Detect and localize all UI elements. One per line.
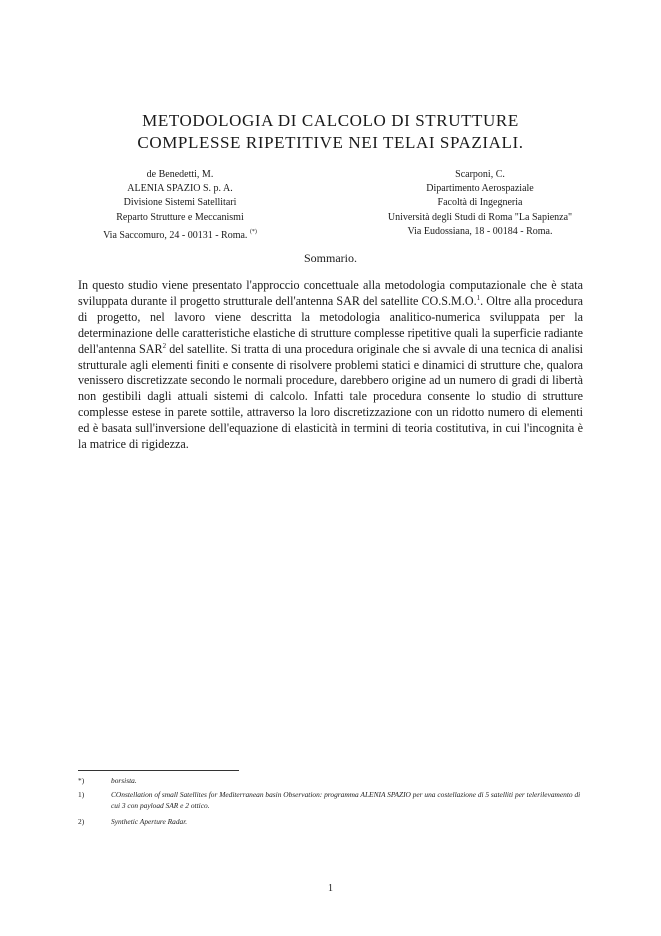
footnote-divider bbox=[78, 770, 239, 771]
footnote-text: Synthetic Aperture Radar. bbox=[111, 817, 188, 826]
footnote-mark: 1) bbox=[78, 790, 85, 799]
author-organization: ALENIA SPAZIO S. p. A. bbox=[127, 183, 233, 195]
paper-title-line-2: COMPLESSE RIPETITIVE NEI TELAI SPAZIALI. bbox=[137, 133, 524, 152]
abstract-paragraph bbox=[78, 278, 583, 453]
author-address-line bbox=[80, 225, 280, 243]
author-address: Via Saccomuro, 24 - 00131 - Roma. bbox=[103, 229, 248, 241]
author-address: Via Eudossiana, 18 - 00184 - Roma. bbox=[407, 225, 553, 237]
author-department: Reparto Strutture e Meccanismi bbox=[116, 211, 244, 223]
author-block-right bbox=[366, 168, 594, 239]
footnote-reference-1: 1 bbox=[476, 293, 481, 302]
abstract-text-part-1: In questo studio viene presentato l'approccio concettuale alla metodologia computazionale che è stata sviluppata durante il progetto strutturale dell'antenna SAR del satellite CO.S.M.O. bbox=[78, 278, 583, 308]
author-faculty: Facoltà di Ingegneria bbox=[437, 197, 523, 209]
abstract-text-part-2: . Oltre alla procedura di progetto, nel lavoro viene descritta la metodologia analitico-numerica sviluppata per la determinazione delle caratteristiche elastiche di strutture complesse ripetitive quali la superficie radiante dell'antenna SAR bbox=[78, 293, 583, 356]
footnote-mark: *) bbox=[78, 776, 85, 785]
author-name: de Benedetti, M. bbox=[146, 169, 214, 180]
page-number: 1 bbox=[328, 883, 333, 894]
abstract-text-part-3: del satellite. Si tratta di una procedura originale che si avvale di una tecnica di analisi strutturale agli elementi finiti e consente di risolvere problemi statici e dinamici di strutture che, qualora venissero discretizzate secondo le normali procedure, darebbero origine ad un numero di gradi di libertà non gestibili dagli attuali sistemi di calcolo. Infatti tale procedura consente lo studio di strutture complesse estese in parete sottile, attraverso la loro discretizzazione con un ridotto numero di elementi ed è basata sull'inversione dell'equazione di elasticità in termini di teoria costitutiva, in cui l'incognita è la matrice di rigidezza. bbox=[78, 341, 584, 452]
footnote-text: borsista. bbox=[111, 776, 137, 785]
author-name: Scarponi, C. bbox=[455, 169, 505, 180]
author-department: Dipartimento Aerospaziale bbox=[426, 183, 534, 195]
author-division: Divisione Sistemi Satellitari bbox=[123, 197, 237, 209]
footnote-reference-mark: (*) bbox=[249, 228, 257, 235]
author-block-left bbox=[80, 168, 280, 243]
author-university: Università degli Studi di Roma "La Sapienza" bbox=[387, 211, 573, 223]
section-heading: Sommario. bbox=[304, 251, 357, 265]
footnote-reference-2: 2 bbox=[162, 341, 167, 350]
paper-title-line-1: METODOLOGIA DI CALCOLO DI STRUTTURE bbox=[142, 111, 519, 130]
footnote-text: COnstellation of small Satellites for Mediterranean basin Observation: programma ALENIA SPAZIO per una costellazione di 5 satelliti per telerilevamento di cui 3 con payload SAR e 2 ottico. bbox=[111, 790, 581, 810]
footnote-mark: 2) bbox=[78, 817, 85, 826]
